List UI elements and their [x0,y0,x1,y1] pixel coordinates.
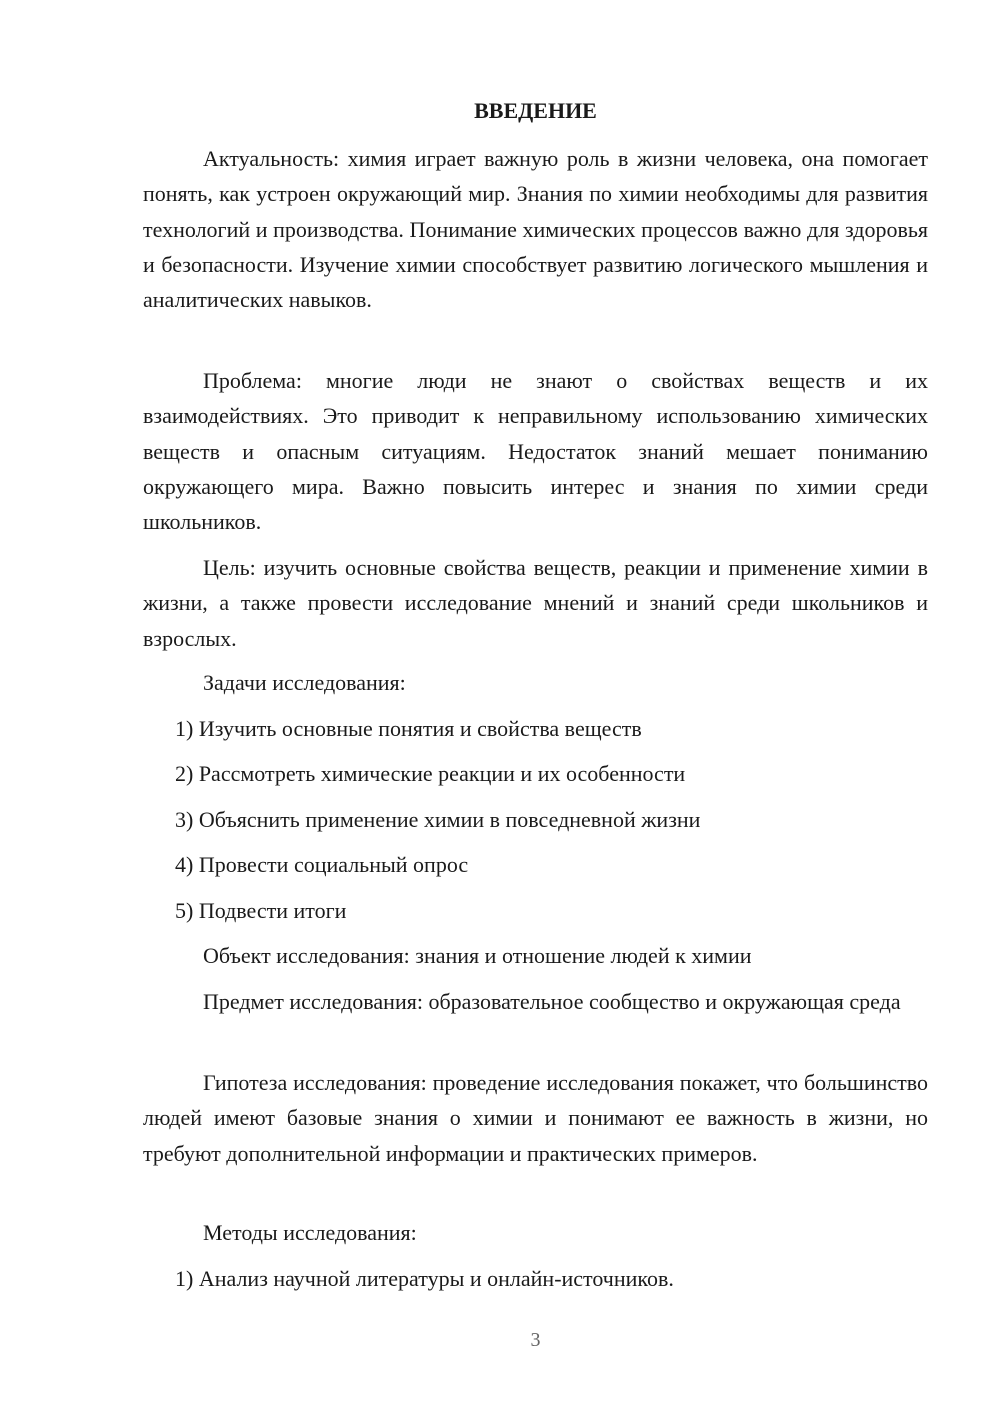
research-object: Объект исследования: знания и отношение людей к химии [203,943,752,968]
method-item-1: 1) Анализ научной литературы и онлайн-источников. [175,1266,674,1291]
page-number: 3 [530,1329,541,1351]
task-item-5: 5) Подвести итоги [175,898,347,923]
task-item-2: 2) Рассмотреть химические реакции и их особенности [175,761,686,786]
research-subject: Предмет исследования: образовательное сообщество и окружающая среда [203,989,901,1014]
tasks-title: Задачи исследования: [203,670,406,695]
hypothesis-paragraph: Гипотеза исследования: проведение исследования покажет, что большинство людей имеют базовые знания о химии и понимают ее важность в жизни, но требуют дополнительной информации и практических примеров. [143,1070,928,1166]
problem-paragraph: Проблема: многие люди не знают о свойствах веществ и их взаимодействиях. Это приводит к неправильному использованию химических веществ и опасным ситуациям. Недостаток знаний мешает пониманию окружающего мира. Важно повысить интерес и знания по химии среди школьников. [143,368,928,535]
task-item-1: 1) Изучить основные понятия и свойства веществ [175,716,642,741]
goal-paragraph: Цель: изучить основные свойства веществ, реакции и применение химии в жизни, а также провести исследование мнений и знаний среди школьников и взрослых. [143,555,928,651]
task-item-3: 3) Объяснить применение химии в повседневной жизни [175,807,701,832]
task-item-4: 4) Провести социальный опрос [175,852,469,877]
section-heading: ВВЕДЕНИЕ [474,98,597,123]
document-page [143,0,928,1414]
methods-title: Методы исследования: [203,1220,417,1245]
relevance-paragraph: Актуальность: химия играет важную роль в жизни человека, она помогает понять, как устроен окружающий мир. Знания по химии необходимы для развития технологий и производства. Понимание химических процессов важно для здоровья и безопасности. Изучение химии способствует развитию логического мышления и аналитических навыков. [143,146,928,313]
